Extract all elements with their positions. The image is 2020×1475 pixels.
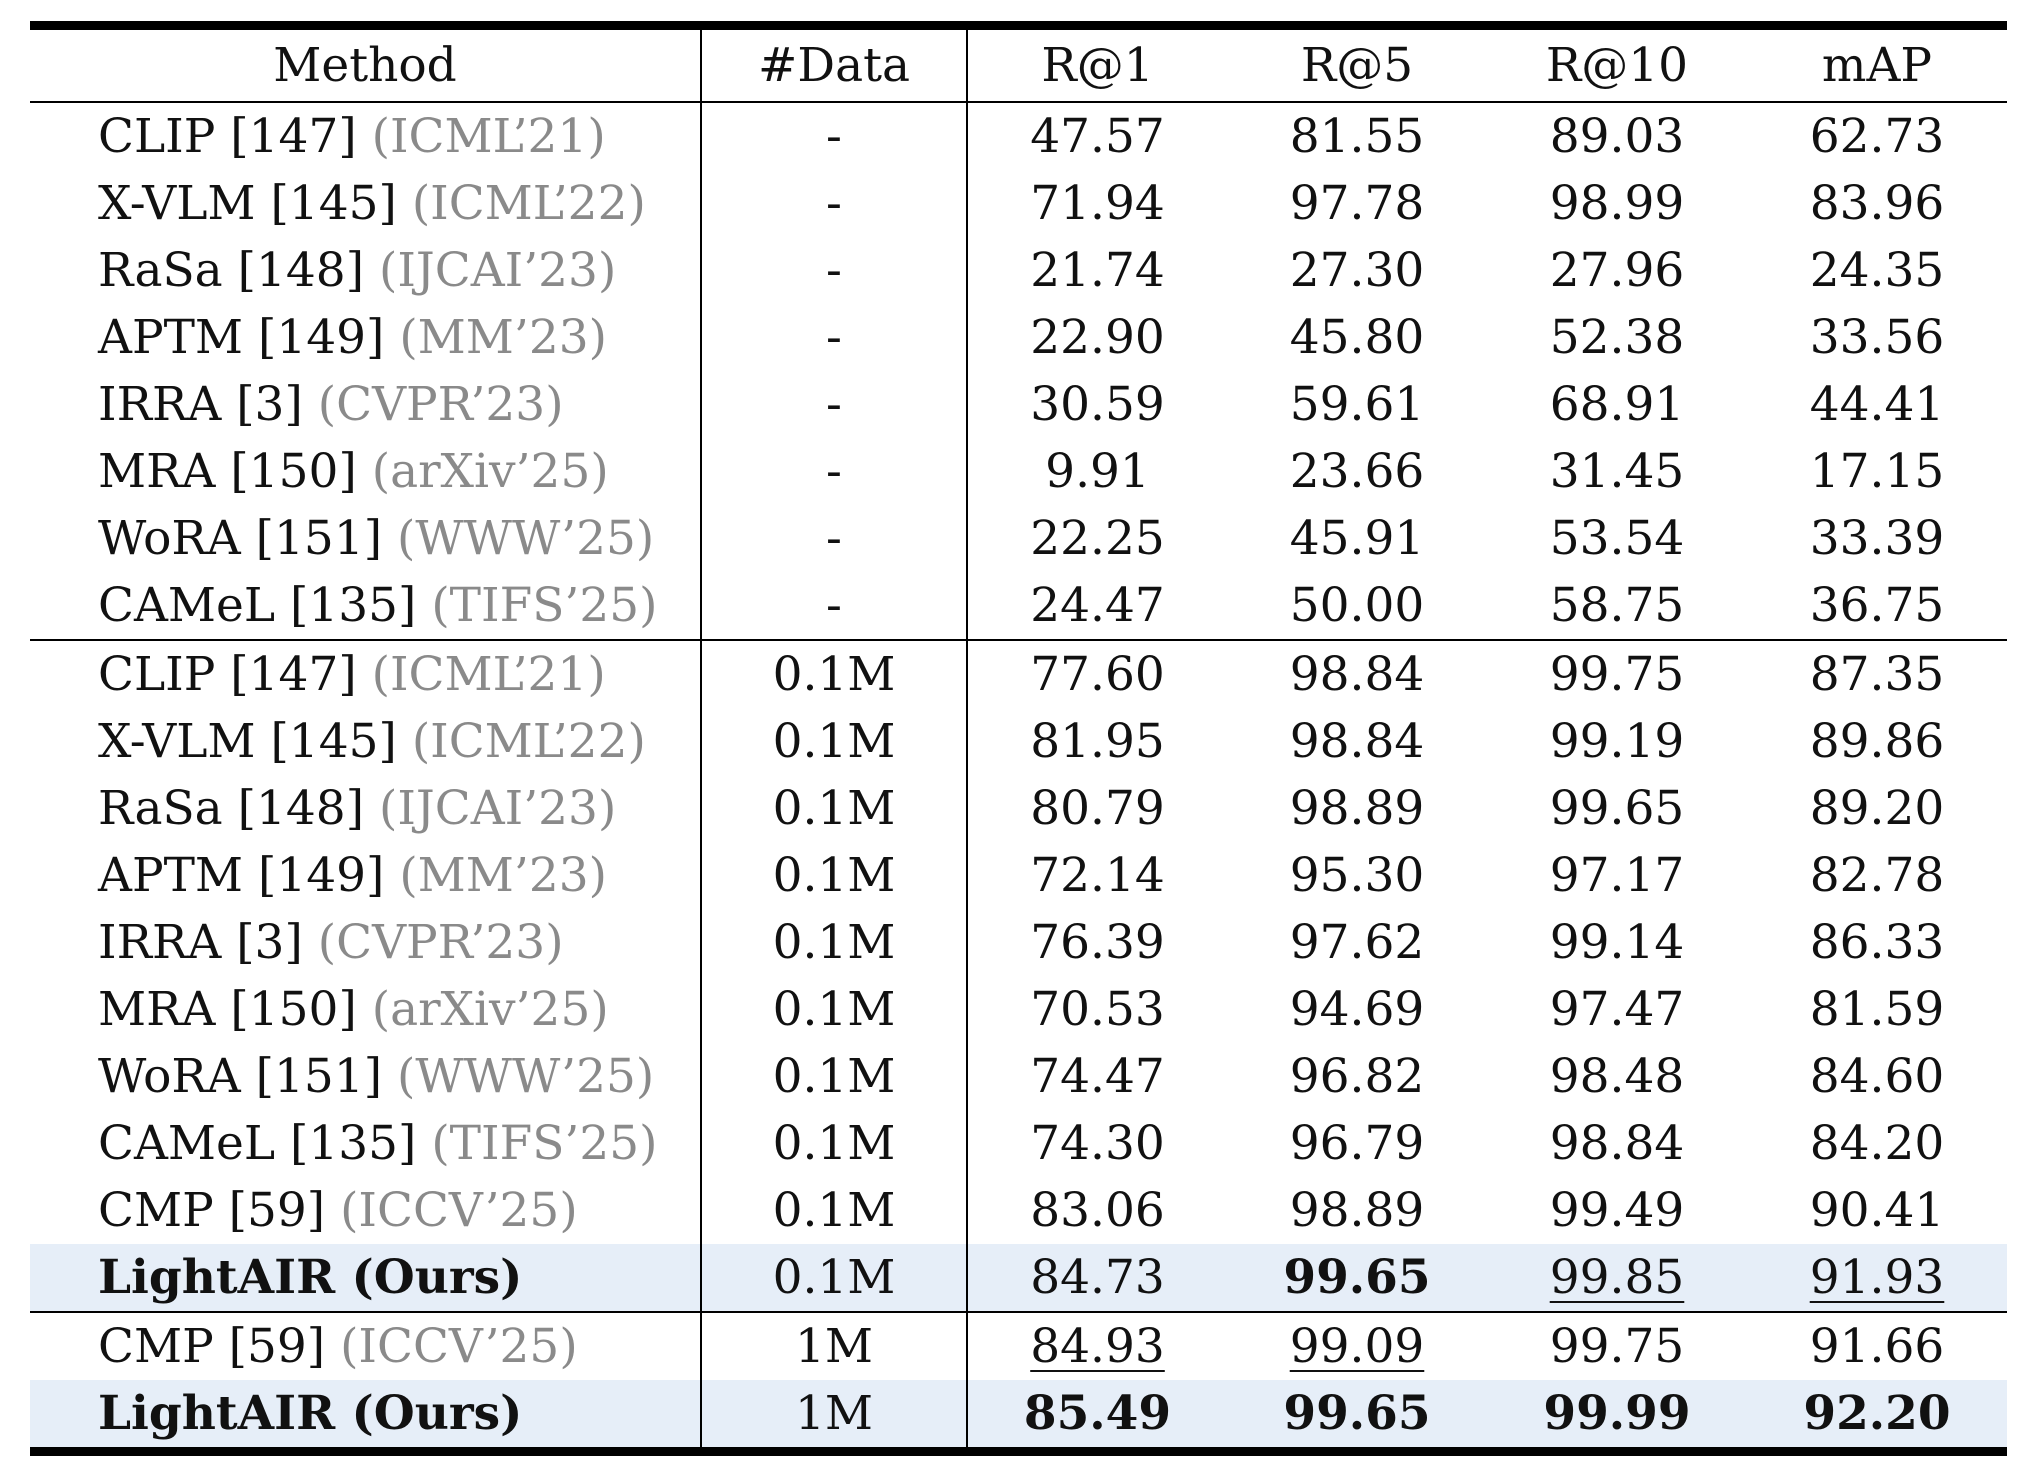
cell-r1 — [967, 708, 1227, 775]
method-cell — [30, 1043, 701, 1110]
header-method: Method — [30, 26, 701, 103]
value-r10: 98.99 — [1549, 176, 1685, 231]
method-name: APTM [149] — [98, 848, 385, 903]
cell-r5 — [1227, 708, 1487, 775]
table-row — [30, 304, 2007, 371]
value-map: 81.59 — [1809, 982, 1945, 1037]
cell-r5 — [1227, 102, 1487, 170]
value-r1: 70.53 — [1030, 982, 1165, 1037]
value-r5: 45.91 — [1289, 511, 1425, 566]
value-r1: 77.60 — [1030, 647, 1165, 702]
value-r5: 98.84 — [1289, 714, 1425, 769]
method-venue: (CVPR’23) — [317, 915, 564, 970]
cell-data — [701, 505, 967, 572]
cell-r10 — [1487, 842, 1747, 909]
table-header — [30, 26, 2007, 103]
cell-data — [701, 640, 967, 708]
cell-r5 — [1227, 1244, 1487, 1312]
method-name: WoRA [151] — [98, 511, 383, 566]
value-map: 92.20 — [1803, 1386, 1951, 1441]
method-name: LightAIR (Ours) — [98, 1386, 523, 1441]
cell-r10 — [1487, 304, 1747, 371]
value-r1: 22.25 — [1030, 511, 1165, 566]
value-data: 0.1M — [772, 781, 896, 836]
cell-r10 — [1487, 1380, 1747, 1452]
cell-r5 — [1227, 842, 1487, 909]
table-group — [30, 102, 2007, 640]
cell-map — [1747, 438, 2007, 505]
method-cell — [30, 170, 701, 237]
cell-r10 — [1487, 775, 1747, 842]
method-venue: (arXiv’25) — [371, 444, 609, 499]
value-map: 33.56 — [1809, 310, 1945, 365]
cell-r10 — [1487, 1312, 1747, 1380]
value-map: 83.96 — [1809, 176, 1945, 231]
value-r5: 98.84 — [1289, 647, 1425, 702]
value-data: 0.1M — [772, 647, 896, 702]
value-r5: 97.78 — [1289, 176, 1425, 231]
value-r5: 45.80 — [1289, 310, 1425, 365]
cell-data — [701, 976, 967, 1043]
value-data: 0.1M — [772, 915, 896, 970]
value-data: 0.1M — [772, 1183, 896, 1238]
table-row — [30, 1312, 2007, 1380]
method-venue: (TIFS’25) — [431, 1116, 658, 1171]
cell-data — [701, 102, 967, 170]
method-venue: (WWW’25) — [397, 511, 655, 566]
value-r10: 58.75 — [1549, 578, 1685, 633]
method-venue: (TIFS’25) — [431, 578, 658, 633]
cell-r10 — [1487, 1244, 1747, 1312]
cell-data — [701, 1244, 967, 1312]
value-r1: 9.91 — [1045, 444, 1150, 499]
method-name: CAMeL [135] — [98, 1116, 417, 1171]
value-data: 0.1M — [772, 848, 896, 903]
value-data: 0.1M — [772, 1049, 896, 1104]
method-name: MRA [150] — [98, 982, 357, 1037]
value-data: - — [826, 444, 842, 499]
value-map: 84.20 — [1809, 1116, 1945, 1171]
value-r5: 99.65 — [1283, 1386, 1431, 1441]
cell-data — [701, 170, 967, 237]
value-r1: 71.94 — [1030, 176, 1165, 231]
cell-r5 — [1227, 775, 1487, 842]
value-r1: 85.49 — [1023, 1386, 1172, 1441]
cell-r5 — [1227, 572, 1487, 640]
value-map: 33.39 — [1809, 511, 1945, 566]
cell-r10 — [1487, 1043, 1747, 1110]
cell-map — [1747, 909, 2007, 976]
cell-r1 — [967, 842, 1227, 909]
value-r10: 97.17 — [1549, 848, 1685, 903]
value-r5: 98.89 — [1289, 1183, 1425, 1238]
value-map: 17.15 — [1809, 444, 1945, 499]
cell-map — [1747, 842, 2007, 909]
cell-data — [701, 1043, 967, 1110]
cell-data — [701, 237, 967, 304]
value-r1: 72.14 — [1030, 848, 1165, 903]
value-r5: 23.66 — [1289, 444, 1425, 499]
value-r10: 52.38 — [1549, 310, 1685, 365]
cell-data — [701, 708, 967, 775]
cell-r10 — [1487, 909, 1747, 976]
value-r10: 89.03 — [1549, 109, 1685, 164]
method-venue: (ICCV’25) — [340, 1319, 578, 1374]
value-data: - — [826, 243, 842, 298]
cell-r1 — [967, 1177, 1227, 1244]
value-r5: 27.30 — [1289, 243, 1425, 298]
cell-r5 — [1227, 505, 1487, 572]
method-cell — [30, 640, 701, 708]
method-venue: (MM’23) — [399, 848, 607, 903]
cell-r10 — [1487, 1177, 1747, 1244]
table-row — [30, 102, 2007, 170]
value-r5: 59.61 — [1289, 377, 1425, 432]
cell-map — [1747, 775, 2007, 842]
cell-r10 — [1487, 572, 1747, 640]
table-row — [30, 640, 2007, 708]
cell-r5 — [1227, 1110, 1487, 1177]
method-name: CMP [59] — [98, 1319, 326, 1374]
cell-r1 — [967, 170, 1227, 237]
cell-r10 — [1487, 371, 1747, 438]
value-r1: 30.59 — [1030, 377, 1165, 432]
header-r10: R@10 — [1545, 38, 1689, 93]
value-r1: 47.57 — [1030, 109, 1165, 164]
method-cell — [30, 1177, 701, 1244]
method-venue: (arXiv’25) — [371, 982, 609, 1037]
value-r1: 84.93 — [1030, 1319, 1165, 1374]
method-venue: (ICML’21) — [371, 647, 606, 702]
cell-r10 — [1487, 976, 1747, 1043]
header-row — [30, 26, 2007, 103]
cell-r10 — [1487, 1110, 1747, 1177]
cell-r5 — [1227, 371, 1487, 438]
method-venue: (WWW’25) — [397, 1049, 655, 1104]
cell-r5 — [1227, 304, 1487, 371]
value-r5: 94.69 — [1289, 982, 1425, 1037]
cell-r5 — [1227, 438, 1487, 505]
value-map: 24.35 — [1809, 243, 1945, 298]
cell-map — [1747, 1043, 2007, 1110]
value-data: 1M — [794, 1319, 874, 1374]
value-r10: 99.85 — [1549, 1250, 1685, 1305]
value-r10: 31.45 — [1549, 444, 1685, 499]
value-r1: 76.39 — [1030, 915, 1165, 970]
cell-r1 — [967, 976, 1227, 1043]
cell-r5 — [1227, 909, 1487, 976]
value-r10: 99.14 — [1549, 915, 1685, 970]
value-r1: 81.95 — [1030, 714, 1165, 769]
cell-map — [1747, 708, 2007, 775]
value-data: - — [826, 511, 842, 566]
method-name: MRA [150] — [98, 444, 357, 499]
value-r10: 98.48 — [1549, 1049, 1685, 1104]
cell-r1 — [967, 371, 1227, 438]
value-map: 82.78 — [1809, 848, 1945, 903]
method-venue: (IJCAI’23) — [378, 781, 617, 836]
cell-map — [1747, 1177, 2007, 1244]
value-r10: 99.49 — [1549, 1183, 1685, 1238]
cell-map — [1747, 237, 2007, 304]
value-map: 86.33 — [1809, 915, 1945, 970]
table-row — [30, 572, 2007, 640]
method-name: APTM [149] — [98, 310, 385, 365]
cell-r5 — [1227, 1312, 1487, 1380]
method-name: RaSa [148] — [98, 781, 365, 836]
table-row — [30, 1043, 2007, 1110]
method-cell — [30, 1110, 701, 1177]
value-r5: 96.79 — [1289, 1116, 1425, 1171]
cell-r1 — [967, 102, 1227, 170]
method-cell — [30, 842, 701, 909]
table-row — [30, 438, 2007, 505]
method-cell — [30, 237, 701, 304]
value-r10: 99.75 — [1549, 1319, 1685, 1374]
cell-map — [1747, 505, 2007, 572]
value-r5: 97.62 — [1289, 915, 1425, 970]
table-row — [30, 1177, 2007, 1244]
cell-data — [701, 775, 967, 842]
header-map: mAP — [1821, 38, 1933, 93]
table-row — [30, 1380, 2007, 1452]
cell-r1 — [967, 640, 1227, 708]
value-map: 91.66 — [1809, 1319, 1945, 1374]
method-name: IRRA [3] — [98, 915, 303, 970]
results-table — [30, 21, 2007, 1456]
method-venue: (CVPR’23) — [317, 377, 564, 432]
method-name: LightAIR (Ours) — [98, 1250, 523, 1305]
cell-r10 — [1487, 708, 1747, 775]
value-r10: 98.84 — [1549, 1116, 1685, 1171]
value-r5: 96.82 — [1289, 1049, 1425, 1104]
cell-map — [1747, 170, 2007, 237]
method-cell — [30, 572, 701, 640]
method-venue: (ICML’21) — [371, 109, 606, 164]
cell-data — [701, 1177, 967, 1244]
cell-map — [1747, 304, 2007, 371]
cell-r10 — [1487, 438, 1747, 505]
method-cell — [30, 371, 701, 438]
table-row — [30, 976, 2007, 1043]
value-r1: 21.74 — [1030, 243, 1165, 298]
value-data: - — [826, 310, 842, 365]
value-map: 89.20 — [1809, 781, 1945, 836]
cell-r1 — [967, 1043, 1227, 1110]
table-group — [30, 1312, 2007, 1452]
method-venue: (ICML’22) — [411, 714, 646, 769]
table-row — [30, 842, 2007, 909]
table-row — [30, 909, 2007, 976]
cell-r5 — [1227, 1043, 1487, 1110]
value-data: 0.1M — [772, 982, 896, 1037]
value-data: 0.1M — [772, 714, 896, 769]
cell-r1 — [967, 1244, 1227, 1312]
value-r10: 99.99 — [1543, 1386, 1691, 1441]
value-r5: 81.55 — [1289, 109, 1425, 164]
table-row — [30, 1244, 2007, 1312]
cell-map — [1747, 1244, 2007, 1312]
cell-r5 — [1227, 170, 1487, 237]
cell-r5 — [1227, 976, 1487, 1043]
table-group — [30, 640, 2007, 1312]
method-name: X-VLM [145] — [98, 714, 397, 769]
method-cell — [30, 505, 701, 572]
method-cell — [30, 1312, 701, 1380]
cell-r1 — [967, 1110, 1227, 1177]
method-venue: (ICCV’25) — [340, 1183, 578, 1238]
table-row — [30, 237, 2007, 304]
cell-r1 — [967, 1380, 1227, 1452]
cell-r1 — [967, 572, 1227, 640]
value-r10: 97.47 — [1549, 982, 1685, 1037]
value-map: 90.41 — [1809, 1183, 1945, 1238]
cell-r10 — [1487, 237, 1747, 304]
method-cell — [30, 304, 701, 371]
cell-r1 — [967, 304, 1227, 371]
value-r1: 83.06 — [1030, 1183, 1165, 1238]
cell-data — [701, 1380, 967, 1452]
method-cell — [30, 775, 701, 842]
value-data: - — [826, 176, 842, 231]
method-cell — [30, 909, 701, 976]
method-venue: (MM’23) — [399, 310, 607, 365]
method-cell — [30, 976, 701, 1043]
cell-r10 — [1487, 102, 1747, 170]
cell-map — [1747, 371, 2007, 438]
value-r5: 50.00 — [1289, 578, 1425, 633]
value-map: 84.60 — [1809, 1049, 1945, 1104]
cell-data — [701, 842, 967, 909]
method-name: CMP [59] — [98, 1183, 326, 1238]
method-cell — [30, 1244, 701, 1312]
value-r5: 95.30 — [1289, 848, 1425, 903]
cell-r1 — [967, 775, 1227, 842]
header-data: #Data — [701, 26, 967, 103]
cell-map — [1747, 640, 2007, 708]
cell-r10 — [1487, 505, 1747, 572]
method-name: RaSa [148] — [98, 243, 365, 298]
value-map: 91.93 — [1809, 1250, 1945, 1305]
cell-map — [1747, 1312, 2007, 1380]
cell-data — [701, 1110, 967, 1177]
value-data: - — [826, 578, 842, 633]
table-row — [30, 775, 2007, 842]
header-r1: R@1 — [1041, 38, 1154, 93]
method-cell — [30, 708, 701, 775]
method-name: WoRA [151] — [98, 1049, 383, 1104]
table-row — [30, 505, 2007, 572]
cell-map — [1747, 1110, 2007, 1177]
cell-r5 — [1227, 237, 1487, 304]
value-data: 0.1M — [772, 1116, 896, 1171]
value-r5: 99.65 — [1283, 1250, 1431, 1305]
value-data: 0.1M — [772, 1250, 896, 1305]
value-data: - — [826, 377, 842, 432]
cell-r1 — [967, 909, 1227, 976]
value-r1: 74.47 — [1030, 1049, 1165, 1104]
cell-data — [701, 304, 967, 371]
cell-r10 — [1487, 170, 1747, 237]
method-name: CLIP [147] — [98, 109, 357, 164]
method-cell — [30, 102, 701, 170]
cell-r5 — [1227, 640, 1487, 708]
cell-r1 — [967, 505, 1227, 572]
method-cell — [30, 438, 701, 505]
value-r10: 53.54 — [1549, 511, 1685, 566]
table-row — [30, 1110, 2007, 1177]
value-r1: 74.30 — [1030, 1116, 1165, 1171]
value-r1: 84.73 — [1030, 1250, 1165, 1305]
method-name: CLIP [147] — [98, 647, 357, 702]
value-r5: 98.89 — [1289, 781, 1425, 836]
table-row — [30, 170, 2007, 237]
cell-data — [701, 1312, 967, 1380]
method-name: IRRA [3] — [98, 377, 303, 432]
results-table-container — [30, 21, 2007, 1456]
table-row — [30, 371, 2007, 438]
value-map: 36.75 — [1809, 578, 1945, 633]
value-data: 1M — [794, 1386, 874, 1441]
cell-map — [1747, 976, 2007, 1043]
value-r10: 99.65 — [1549, 781, 1685, 836]
value-data: - — [826, 109, 842, 164]
value-map: 89.86 — [1809, 714, 1945, 769]
cell-r5 — [1227, 1177, 1487, 1244]
cell-data — [701, 371, 967, 438]
cell-data — [701, 572, 967, 640]
cell-map — [1747, 1380, 2007, 1452]
cell-map — [1747, 572, 2007, 640]
value-r10: 27.96 — [1549, 243, 1685, 298]
cell-data — [701, 438, 967, 505]
value-r1: 80.79 — [1030, 781, 1165, 836]
cell-r10 — [1487, 640, 1747, 708]
header-r5: R@5 — [1300, 38, 1414, 93]
method-name: X-VLM [145] — [98, 176, 397, 231]
method-venue: (IJCAI’23) — [378, 243, 617, 298]
method-venue: (ICML’22) — [411, 176, 646, 231]
table-row — [30, 708, 2007, 775]
value-map: 44.41 — [1809, 377, 1945, 432]
value-r10: 99.19 — [1549, 714, 1685, 769]
cell-r1 — [967, 237, 1227, 304]
method-name: CAMeL [135] — [98, 578, 417, 633]
value-r1: 22.90 — [1030, 310, 1165, 365]
method-cell — [30, 1380, 701, 1452]
cell-data — [701, 909, 967, 976]
cell-r5 — [1227, 1380, 1487, 1452]
value-r10: 99.75 — [1549, 647, 1685, 702]
value-map: 62.73 — [1809, 109, 1945, 164]
cell-r1 — [967, 1312, 1227, 1380]
value-r5: 99.09 — [1289, 1319, 1425, 1374]
value-r1: 24.47 — [1030, 578, 1165, 633]
value-r10: 68.91 — [1549, 377, 1685, 432]
value-map: 87.35 — [1809, 647, 1945, 702]
cell-map — [1747, 102, 2007, 170]
cell-r1 — [967, 438, 1227, 505]
